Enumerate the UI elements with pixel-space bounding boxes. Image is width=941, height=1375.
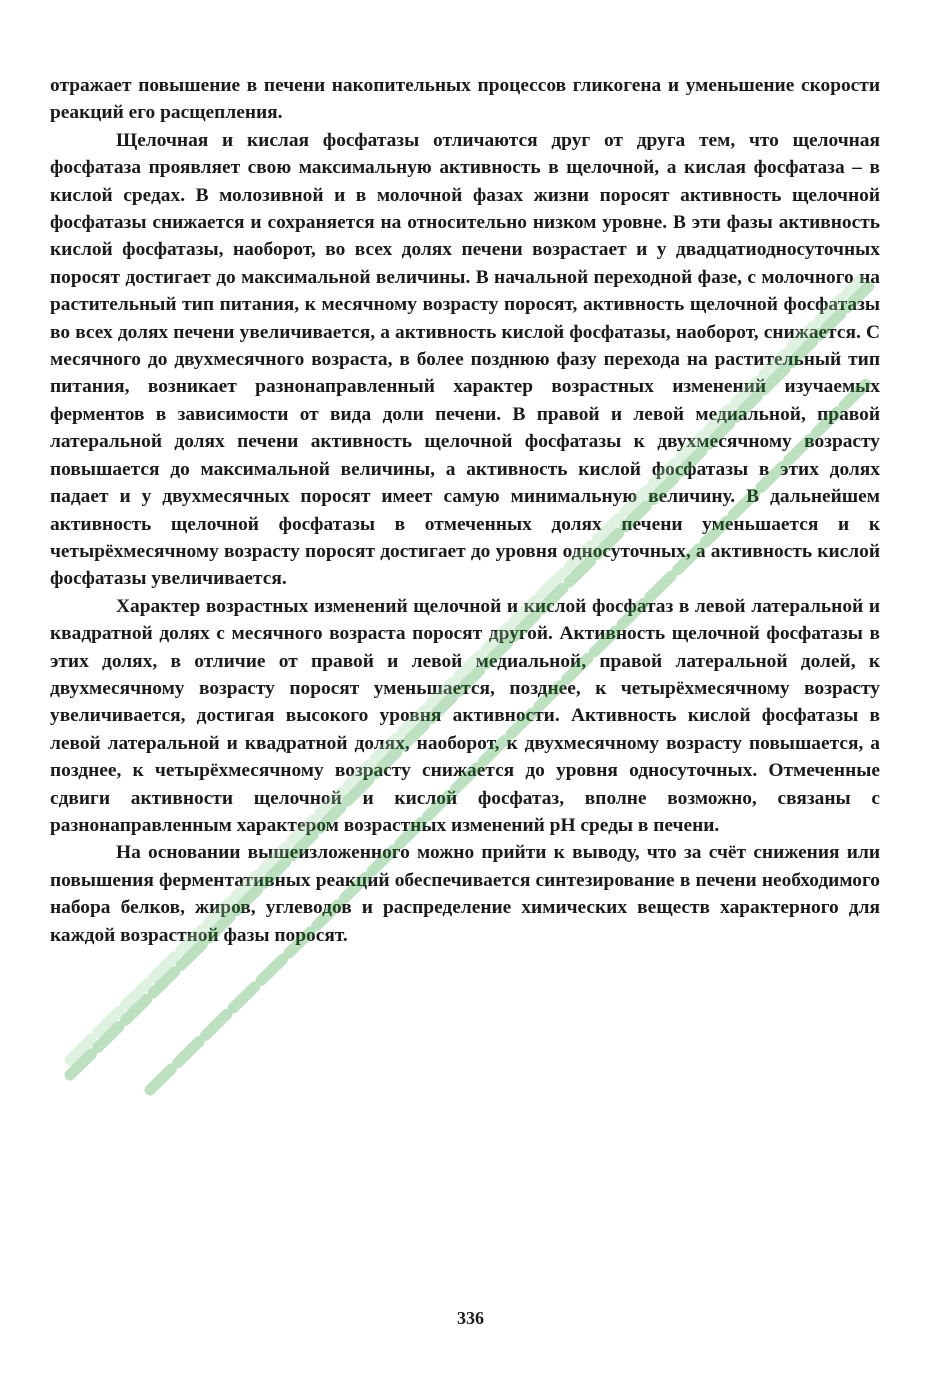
paragraph-3: Характер возрастных изменений щелочной и кислой фосфатаз в левой латеральной и квадратной долях с месячного возраста поросят другой. Активность щелочной фосфатазы в этих долях, в отличие от правой и левой медиальной, правой латеральной долей, к двухмесячному возрасту поросят уменьшается, позднее, к четырёхмесячному возрасту увеличивается, достигая высокого уровня активности. Активность кислой фосфатазы в левой латеральной и квадратной долях, наоборот, к двухмесячному возрасту повышается, а позднее, к четырёхмесячному возрасту снижается до уровня односуточных. Отмеченные сдвиги активности щелочной и кислой фосфатаз, вполне возможно, связаны с разнонаправленным характером возрастных изменений pH среды в печени. — [50, 595, 880, 836]
page-number: 336 — [457, 1308, 484, 1328]
paragraph-1: отражает повышение в печени накопительных процессов гликогена и уменьшение скорости реакций его расщепления. — [50, 75, 880, 124]
paragraph-4: На основании вышеизложенного можно прийти к выводу, что за счёт снижения или повышения ферментативных реакций обеспечивается синтезирование в печени необходимого набора белков, жиров, углеводов и распределение химических веществ характерного для каждой возрастной фазы поросят. — [50, 842, 880, 946]
paragraph-2: Щелочная и кислая фосфатазы отличаются друг от друга тем, что щелочная фосфатаза проявляет свою максимальную активность в щелочной, а кислая фосфатаза – в кислой средах. В молозивной и в молочной фазах жизни поросят активность щелочной фосфатазы снижается и сохраняется на относительно низком уровне. В эти фазы активность кислой фосфатазы, наоборот, во всех долях печени возрастает и у двадцатиодносуточных поросят достигает до максимальной величины. В начальной переходной фазе, с молочного на растительный тип питания, к месячному возрасту поросят, активность щелочной фосфатазы во всех долях печени увеличивается, а активность кислой фосфатазы, наоборот, снижается. С месячного до двухмесячного возраста, в более позднюю фазу перехода на растительный тип питания, возникает разнонаправленный характер возрастных изменений изучаемых ферментов в зависимости от вида доли печени. В правой и левой медиальной, правой латеральной долях печени активность щелочной фосфатазы к двухмесячному возрасту повышается до максимальной величины, а активность кислой фосфатазы в этих долях падает и у двухмесячных поросят имеет самую минимальную величину. В дальнейшем активность щелочной фосфатазы в отмеченных долях печени уменьшается и к четырёхмесячному возрасту поросят достигает до уровня односуточных, а активность кислой фосфатазы увеличивается. — [50, 129, 880, 590]
body-text — [50, 72, 880, 949]
